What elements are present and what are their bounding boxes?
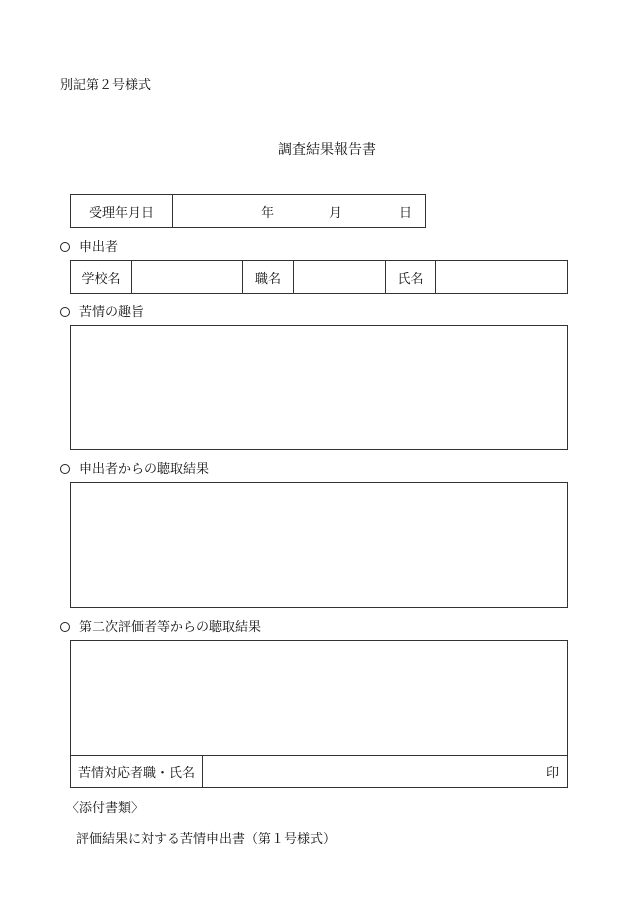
year-label: 年 <box>261 205 275 221</box>
circle-bullet-icon <box>60 622 70 632</box>
receipt-date-field[interactable] <box>173 195 425 227</box>
handler-field[interactable] <box>203 756 567 787</box>
month-label: 月 <box>329 205 343 221</box>
hearing-evaluator-box <box>70 640 568 788</box>
applicant-heading-text: 申出者 <box>79 240 119 255</box>
name-label: 氏名 <box>386 261 436 293</box>
school-label: 学校名 <box>71 261 132 293</box>
attachments-heading: 〈添付書類〉 <box>66 801 145 816</box>
position-label: 職名 <box>243 261 294 293</box>
complaint-textarea[interactable] <box>70 325 568 450</box>
complaint-heading <box>60 301 144 320</box>
hearing-evaluator-textarea[interactable] <box>71 641 567 755</box>
hearing-applicant-textarea[interactable] <box>70 482 568 608</box>
seal-mark: 印 <box>545 766 559 781</box>
handler-row <box>71 756 567 787</box>
hearing-evaluator-heading-text: 第二次評価者等からの聴取結果 <box>79 620 262 635</box>
page-title: 調査結果報告書 <box>278 142 376 158</box>
receipt-date-label: 受理年月日 <box>71 195 173 227</box>
attachment-item: 評価結果に対する苦情申出書（第１号様式） <box>76 832 337 847</box>
form-number: 別記第２号様式 <box>60 78 152 93</box>
hearing-applicant-heading-text: 申出者からの聴取結果 <box>79 462 210 477</box>
circle-bullet-icon <box>60 242 70 252</box>
hearing-applicant-heading <box>60 458 209 477</box>
circle-bullet-icon <box>60 307 70 317</box>
day-label: 日 <box>399 205 413 221</box>
circle-bullet-icon <box>60 464 70 474</box>
hearing-evaluator-heading <box>60 616 261 635</box>
name-field[interactable] <box>436 261 567 293</box>
position-field[interactable] <box>294 261 386 293</box>
applicant-table <box>70 260 568 294</box>
applicant-heading <box>60 236 118 255</box>
complaint-heading-text: 苦情の趣旨 <box>79 305 145 320</box>
handler-label: 苦情対応者職・氏名 <box>71 756 203 787</box>
school-field[interactable] <box>132 261 243 293</box>
receipt-date-table <box>70 194 426 228</box>
